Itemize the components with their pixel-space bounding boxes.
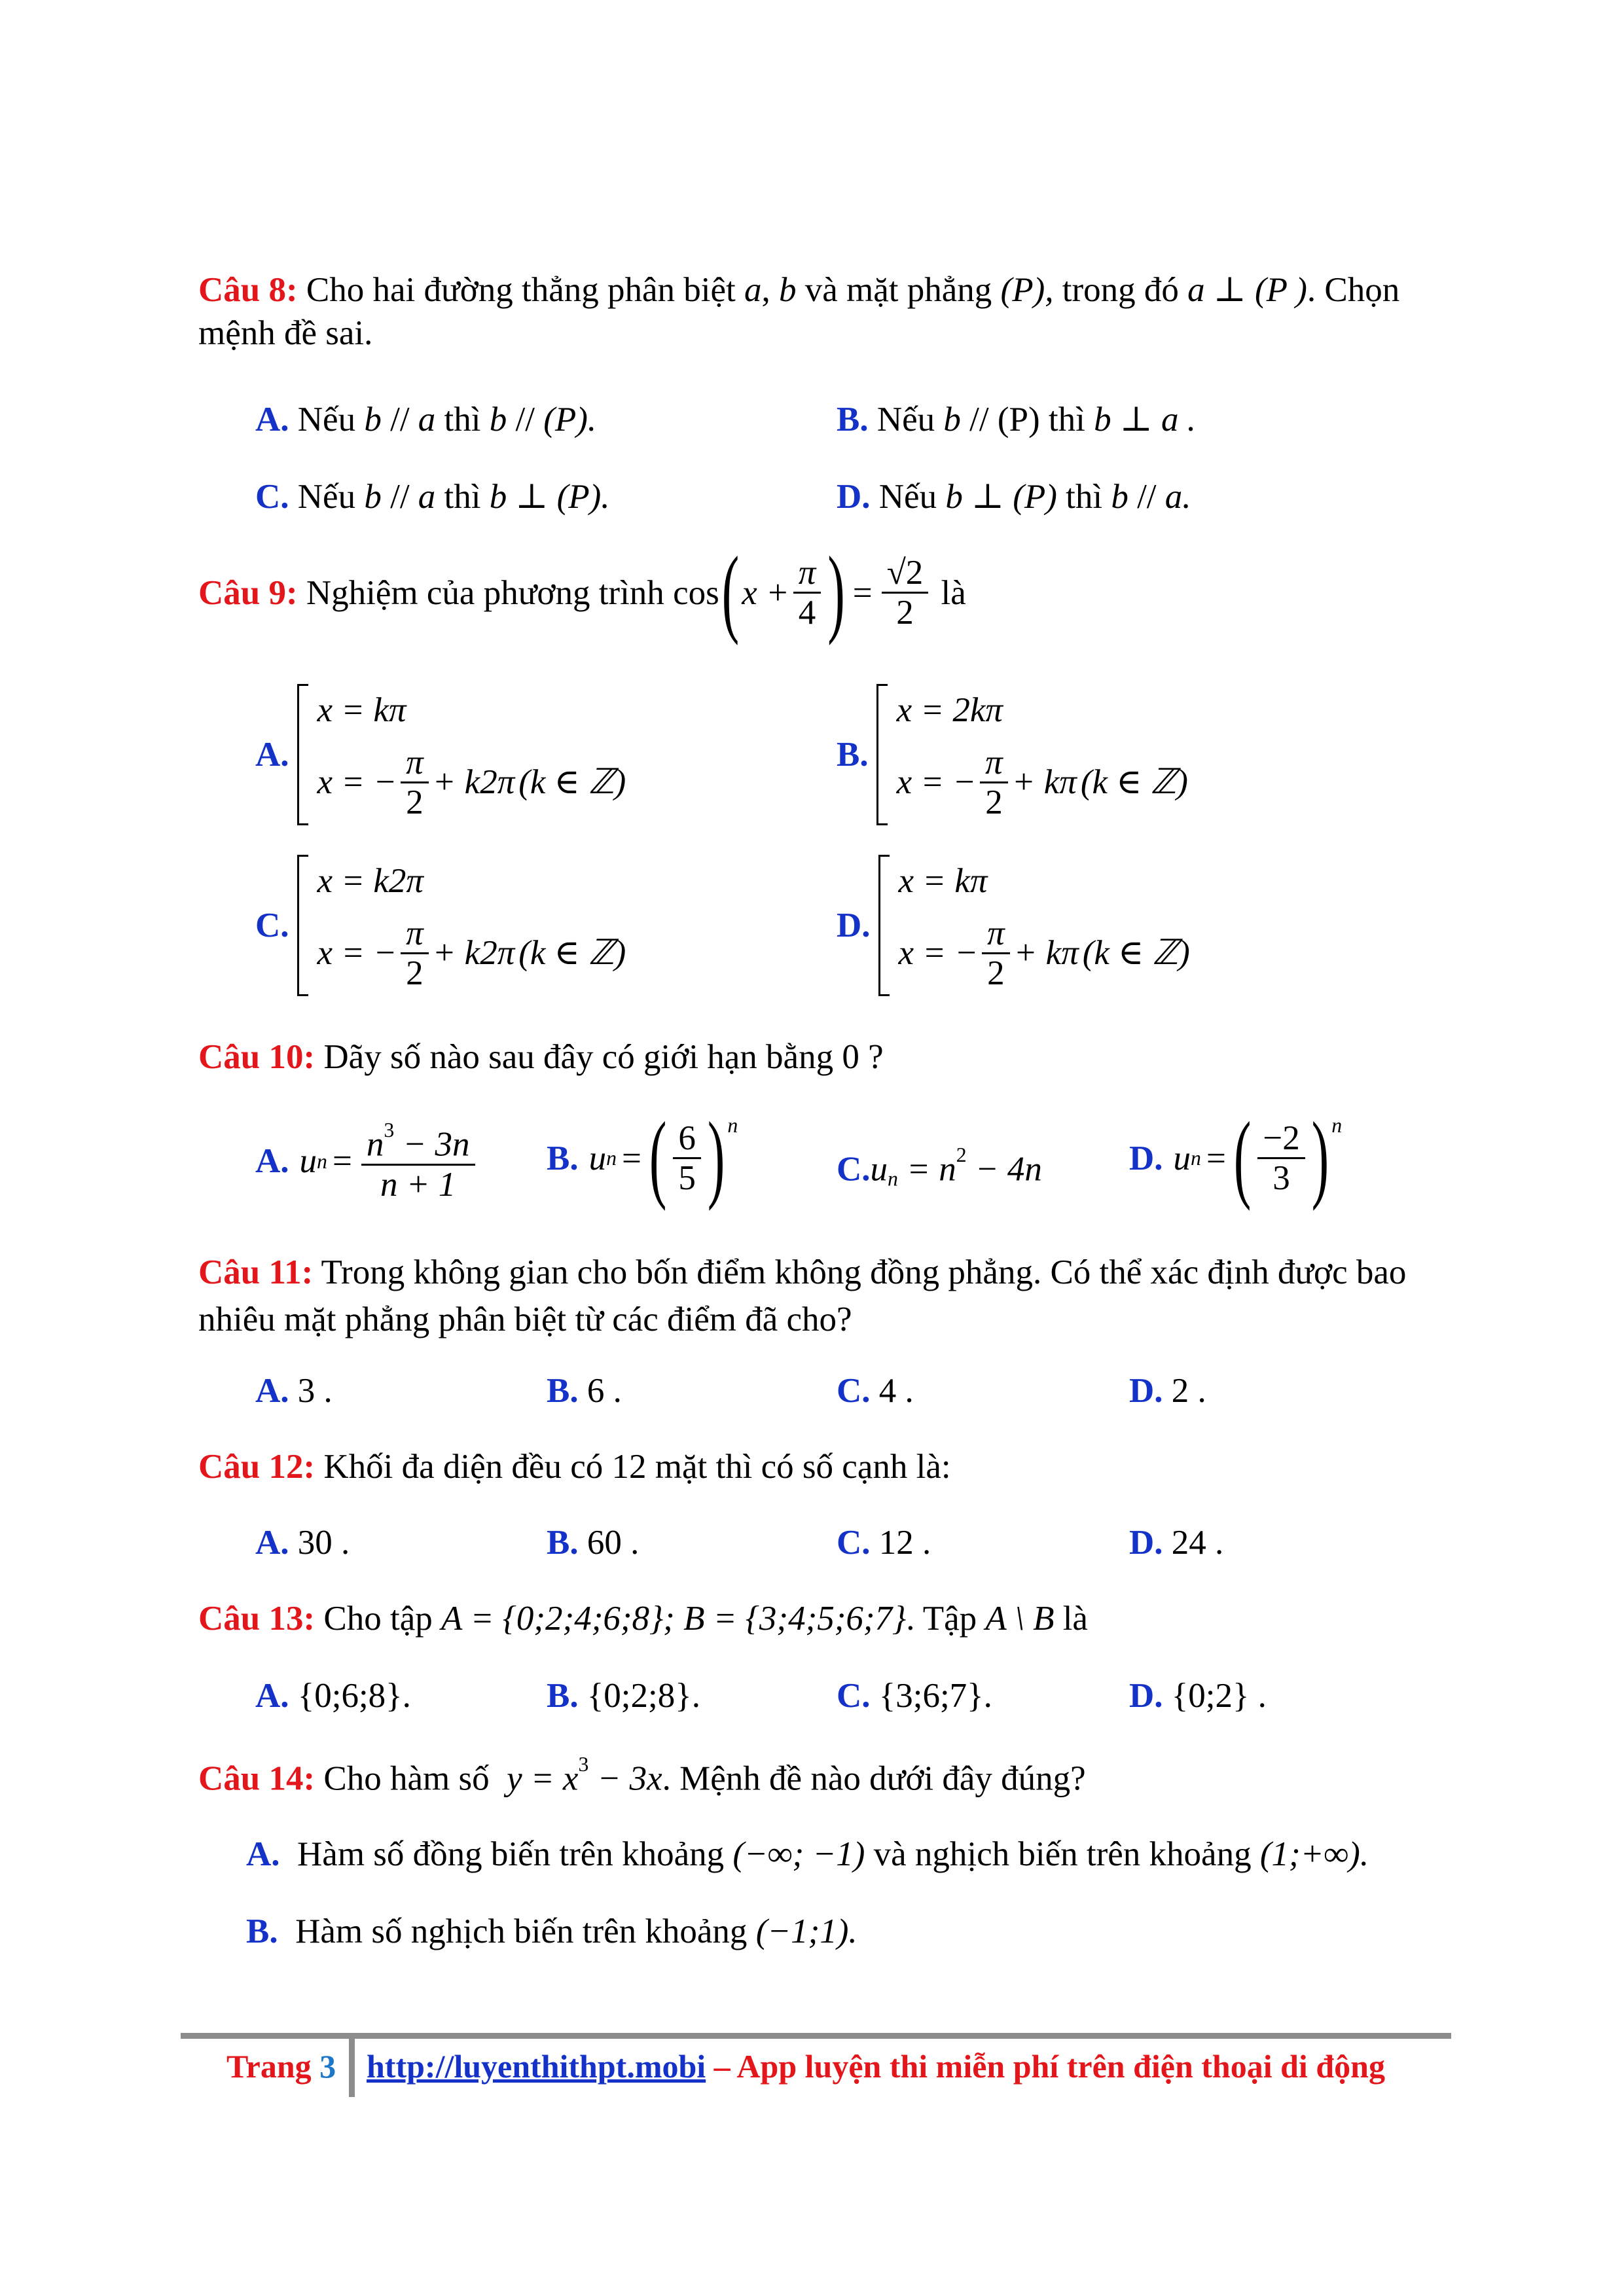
q9-option-d[interactable]: D. x = kπ x = − $\frac{\pi}{2}$ + kπ (k ∈ ℤ) <box>837 855 1190 996</box>
q12-option-c[interactable]: C. 12 . <box>837 1524 931 1562</box>
cosine-equation: cos ( x + $\frac{\pi}{4}$ ) = $\frac{√2}{2}$ <box>673 554 932 632</box>
q13-option-b[interactable]: B. {0;2;8}. <box>547 1677 700 1715</box>
pi-over-4: $\frac{\pi}{4}$ <box>793 554 821 632</box>
q12-option-d[interactable]: D. 24 . <box>1129 1524 1224 1562</box>
q8-option-c[interactable]: C. Nếu b // a thì b ⊥ (P). <box>255 478 610 516</box>
question-9-stem: Câu 9: Nghiệm của phương trình cos ( x + $\frac{\pi}{4}$ ) = $\frac{√2}{2}$ là <box>198 537 966 647</box>
footer-separator <box>349 2037 355 2097</box>
q9-option-a[interactable]: A. x = kπ x = − $\frac{\pi}{2}$ + k2π (k ∈ ℤ) <box>255 684 626 825</box>
q11-option-a[interactable]: A. 3 . <box>255 1372 333 1410</box>
q11-option-d[interactable]: D. 2 . <box>1129 1372 1206 1410</box>
q13-option-c[interactable]: C. {3;6;7}. <box>837 1677 992 1715</box>
q10-option-a[interactable]: A. u n = $\frac{n^3 - 3n}{n + 1}$ <box>255 1119 479 1204</box>
question-number: Câu 11: <box>198 1253 314 1291</box>
q11-option-b[interactable]: B. 6 . <box>547 1372 622 1410</box>
q10-option-d[interactable]: D. u n = ( $\frac{-2}{3}$ ) n <box>1129 1102 1343 1212</box>
footer-rule <box>181 2033 1451 2039</box>
footer-link[interactable]: http://luyenthithpt.mobi <box>367 2048 706 2085</box>
question-number: Câu 9: <box>198 573 298 612</box>
q11-option-c[interactable]: C. 4 . <box>837 1372 914 1410</box>
footer-text: http://luyenthithpt.mobi – App luyện thi miễn phí trên điện thoại di động <box>367 2048 1385 2085</box>
q10-option-b[interactable]: B. u n = ( $\frac{6}{5}$ ) n <box>547 1102 738 1212</box>
q13-option-a[interactable]: A. {0;6;8}. <box>255 1677 411 1715</box>
question-12-stem: Câu 12: Khối đa diện đều có 12 mặt thì có số cạnh là: <box>198 1448 951 1486</box>
q9-option-b[interactable]: B. x = 2kπ x = − $\frac{\pi}{2}$ + kπ (k ∈ ℤ) <box>837 684 1188 825</box>
question-number: Câu 13: <box>198 1600 316 1638</box>
sqrt2-over-2: $\frac{√2}{2}$ <box>882 554 929 632</box>
question-10-stem: Câu 10: Dãy số nào sau đây có giới hạn bằng 0 ? <box>198 1038 884 1076</box>
question-14-stem: Câu 14: Cho hàm số $y = x^3 - 3x$. Mệnh đề nào dưới đây đúng? <box>198 1753 1086 1798</box>
question-13-stem: Câu 13: Cho tập A = {0;2;4;6;8}; B = {3;4;5;6;7}. Tập A \ B là <box>198 1600 1088 1638</box>
q8-option-a[interactable]: A. Nếu b // a thì b // (P). <box>255 401 597 439</box>
q9-option-c[interactable]: C. x = k2π x = − $\frac{\pi}{2}$ + k2π (k ∈ ℤ) <box>255 855 626 996</box>
question-number: Câu 8: <box>198 271 298 309</box>
q8-option-d[interactable]: D. Nếu b ⊥ (P) thì b // a. <box>837 478 1191 516</box>
q13-option-d[interactable]: D. {0;2} . <box>1129 1677 1267 1715</box>
q8-option-b[interactable]: B. Nếu b // (P) thì b ⊥ a . <box>837 401 1196 439</box>
question-number: Câu 14: <box>198 1759 316 1798</box>
question-number: Câu 12: <box>198 1448 316 1486</box>
question-number: Câu 10: <box>198 1038 316 1076</box>
q14-option-a[interactable]: A. Hàm số đồng biến trên khoảng (−∞; −1) và nghịch biến trên khoảng (1;+∞). <box>246 1835 1369 1873</box>
q14-option-b[interactable]: B. Hàm số nghịch biến trên khoảng (−1;1). <box>246 1912 857 1950</box>
question-11-stem: Câu 11: Trong không gian cho bốn điểm không đồng phẳng. Có thể xác định được bao nhiêu mặt phẳng phân biệt từ các điểm đã cho? <box>198 1253 1407 1338</box>
question-8-stem: Câu 8: Cho hai đường thẳng phân biệt a, b và mặt phẳng (P), trong đó a ⊥ (P ). Chọn mệnh đề sai. <box>198 271 1400 353</box>
page-number: Trang 3 <box>226 2048 336 2085</box>
q12-option-a[interactable]: A. 30 . <box>255 1524 350 1562</box>
q10-option-c[interactable]: $C.u_n = n^2 - 4n$ <box>837 1143 1042 1191</box>
q12-option-b[interactable]: B. 60 . <box>547 1524 640 1562</box>
